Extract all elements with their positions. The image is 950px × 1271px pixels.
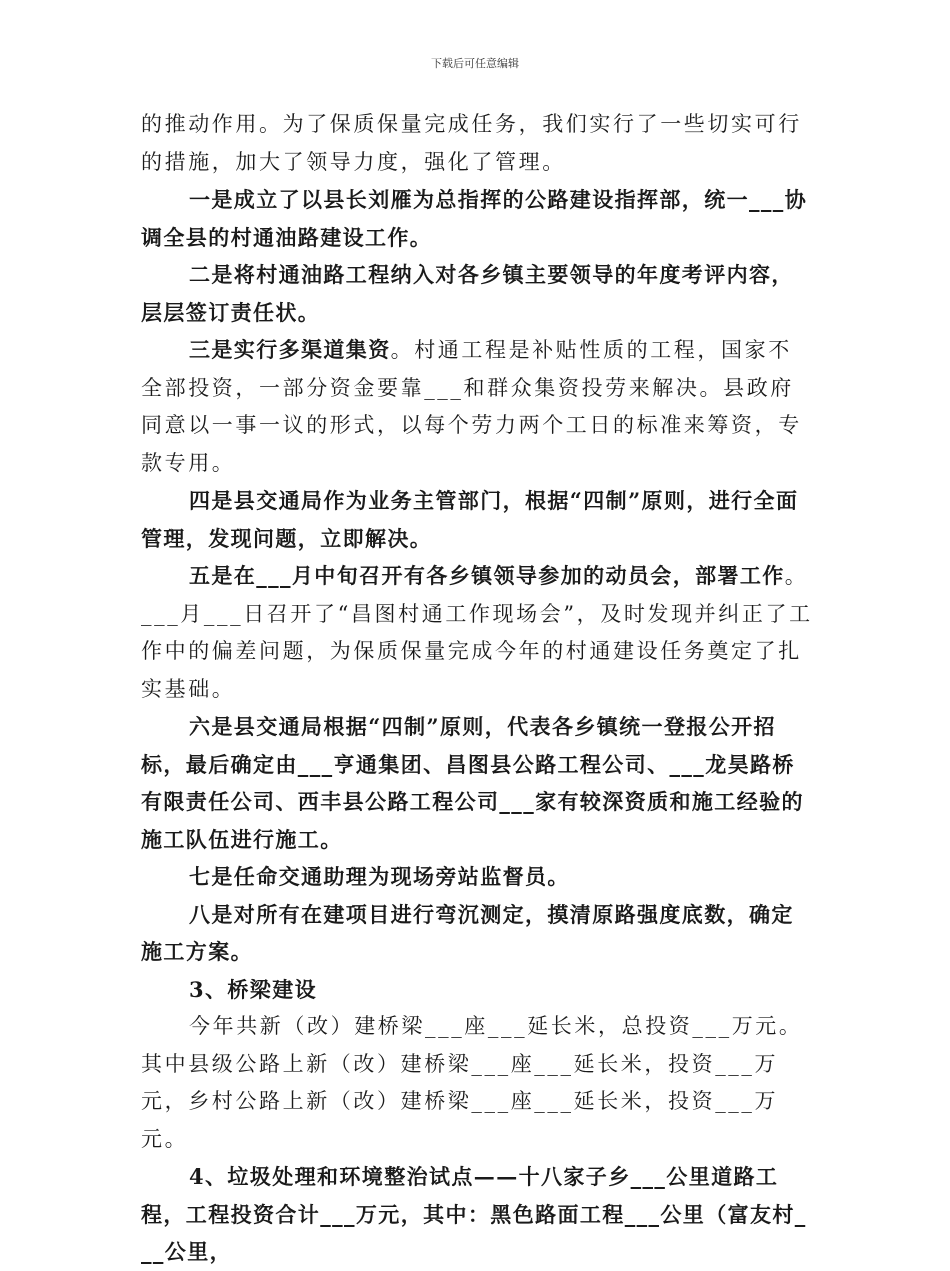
paragraph-text: 。___月___日召开了“昌图村通工作现场会”，及时发现并纠正了工作中的偏差问题，为保质保量完成今年的村通建设任务奠定了扎实基础。 (141, 564, 813, 701)
paragraph-2 (141, 181, 813, 256)
paragraph-text: 。村通工程是补贴性质的工程，国家不全部投资，一部分资金要靠___和群众集资投劳来解决。县政府同意以一事一议的形式，以每个劳力两个工日的标准来筹资，专款专用。 (141, 338, 802, 475)
section-heading-bridge (141, 971, 813, 1009)
paragraph-text: 一是成立了以县长刘雁为总指挥的公路建设指挥部，统一___协调全县的村通油路建设工作。 (141, 187, 808, 250)
paragraph-6 (141, 557, 813, 708)
paragraph-text: 二是将村通油路工程纳入对各乡镇主要领导的年度考评内容，层层签订责任状。 (141, 262, 794, 325)
paragraph-text: 3、桥梁建设 (189, 976, 318, 1002)
paragraph-lead: 三是实行多渠道集资 (189, 337, 391, 362)
document-body (141, 106, 813, 1271)
paragraph-9 (141, 896, 813, 971)
paragraph-11 (141, 1008, 813, 1158)
paragraph-8 (141, 858, 813, 896)
paragraph-12 (141, 1158, 813, 1271)
paragraph-lead: 五是在___月中旬召开有各乡镇领导参加的动员会，部署工作 (189, 563, 785, 588)
paragraph-text: 今年共新（改）建桥梁___座___延长米，总投资___万元。其中县级公路上新（改）建桥梁___座___延长米，投资___万元，乡村公路上新（改）建桥梁___座___延长米，投资___万元。 (141, 1014, 803, 1151)
paragraph-text: 4、垃圾处理和环境整治试点——十八家子乡___公里道路工程，工程投资合计___万元，其中：黑色路面工程___公里（富友村___公里， (141, 1164, 807, 1264)
page-header-note: 下载后可任意编辑 (431, 57, 519, 70)
paragraph-text: 的推动作用。为了保质保量完成任务，我们实行了一些切实可行的措施，加大了领导力度，强化了管理。 (141, 112, 802, 174)
paragraph-4 (141, 331, 813, 482)
paragraph-5 (141, 482, 813, 557)
paragraph-text: 六是县交通局根据“四制”原则，代表各乡镇统一登报公开招标，最后确定由___亨通集团、昌图县公路工程公司、___龙昊路桥有限责任公司、西丰县公路工程公司___家有较深资质和施工经验的施工队伍进行施工。 (141, 714, 804, 852)
paragraph-text: 八是对所有在建项目进行弯沉测定，摸清原路强度底数，确定施工方案。 (141, 901, 794, 964)
paragraph-7 (141, 708, 813, 858)
paragraph-text: 七是任命交通助理为现场旁站监督员。 (189, 864, 570, 889)
paragraph-text: 四是县交通局作为业务主管部门，根据“四制”原则，进行全面管理，发现问题，立即解决。 (141, 488, 799, 551)
paragraph-1 (141, 106, 813, 181)
paragraph-3 (141, 256, 813, 331)
